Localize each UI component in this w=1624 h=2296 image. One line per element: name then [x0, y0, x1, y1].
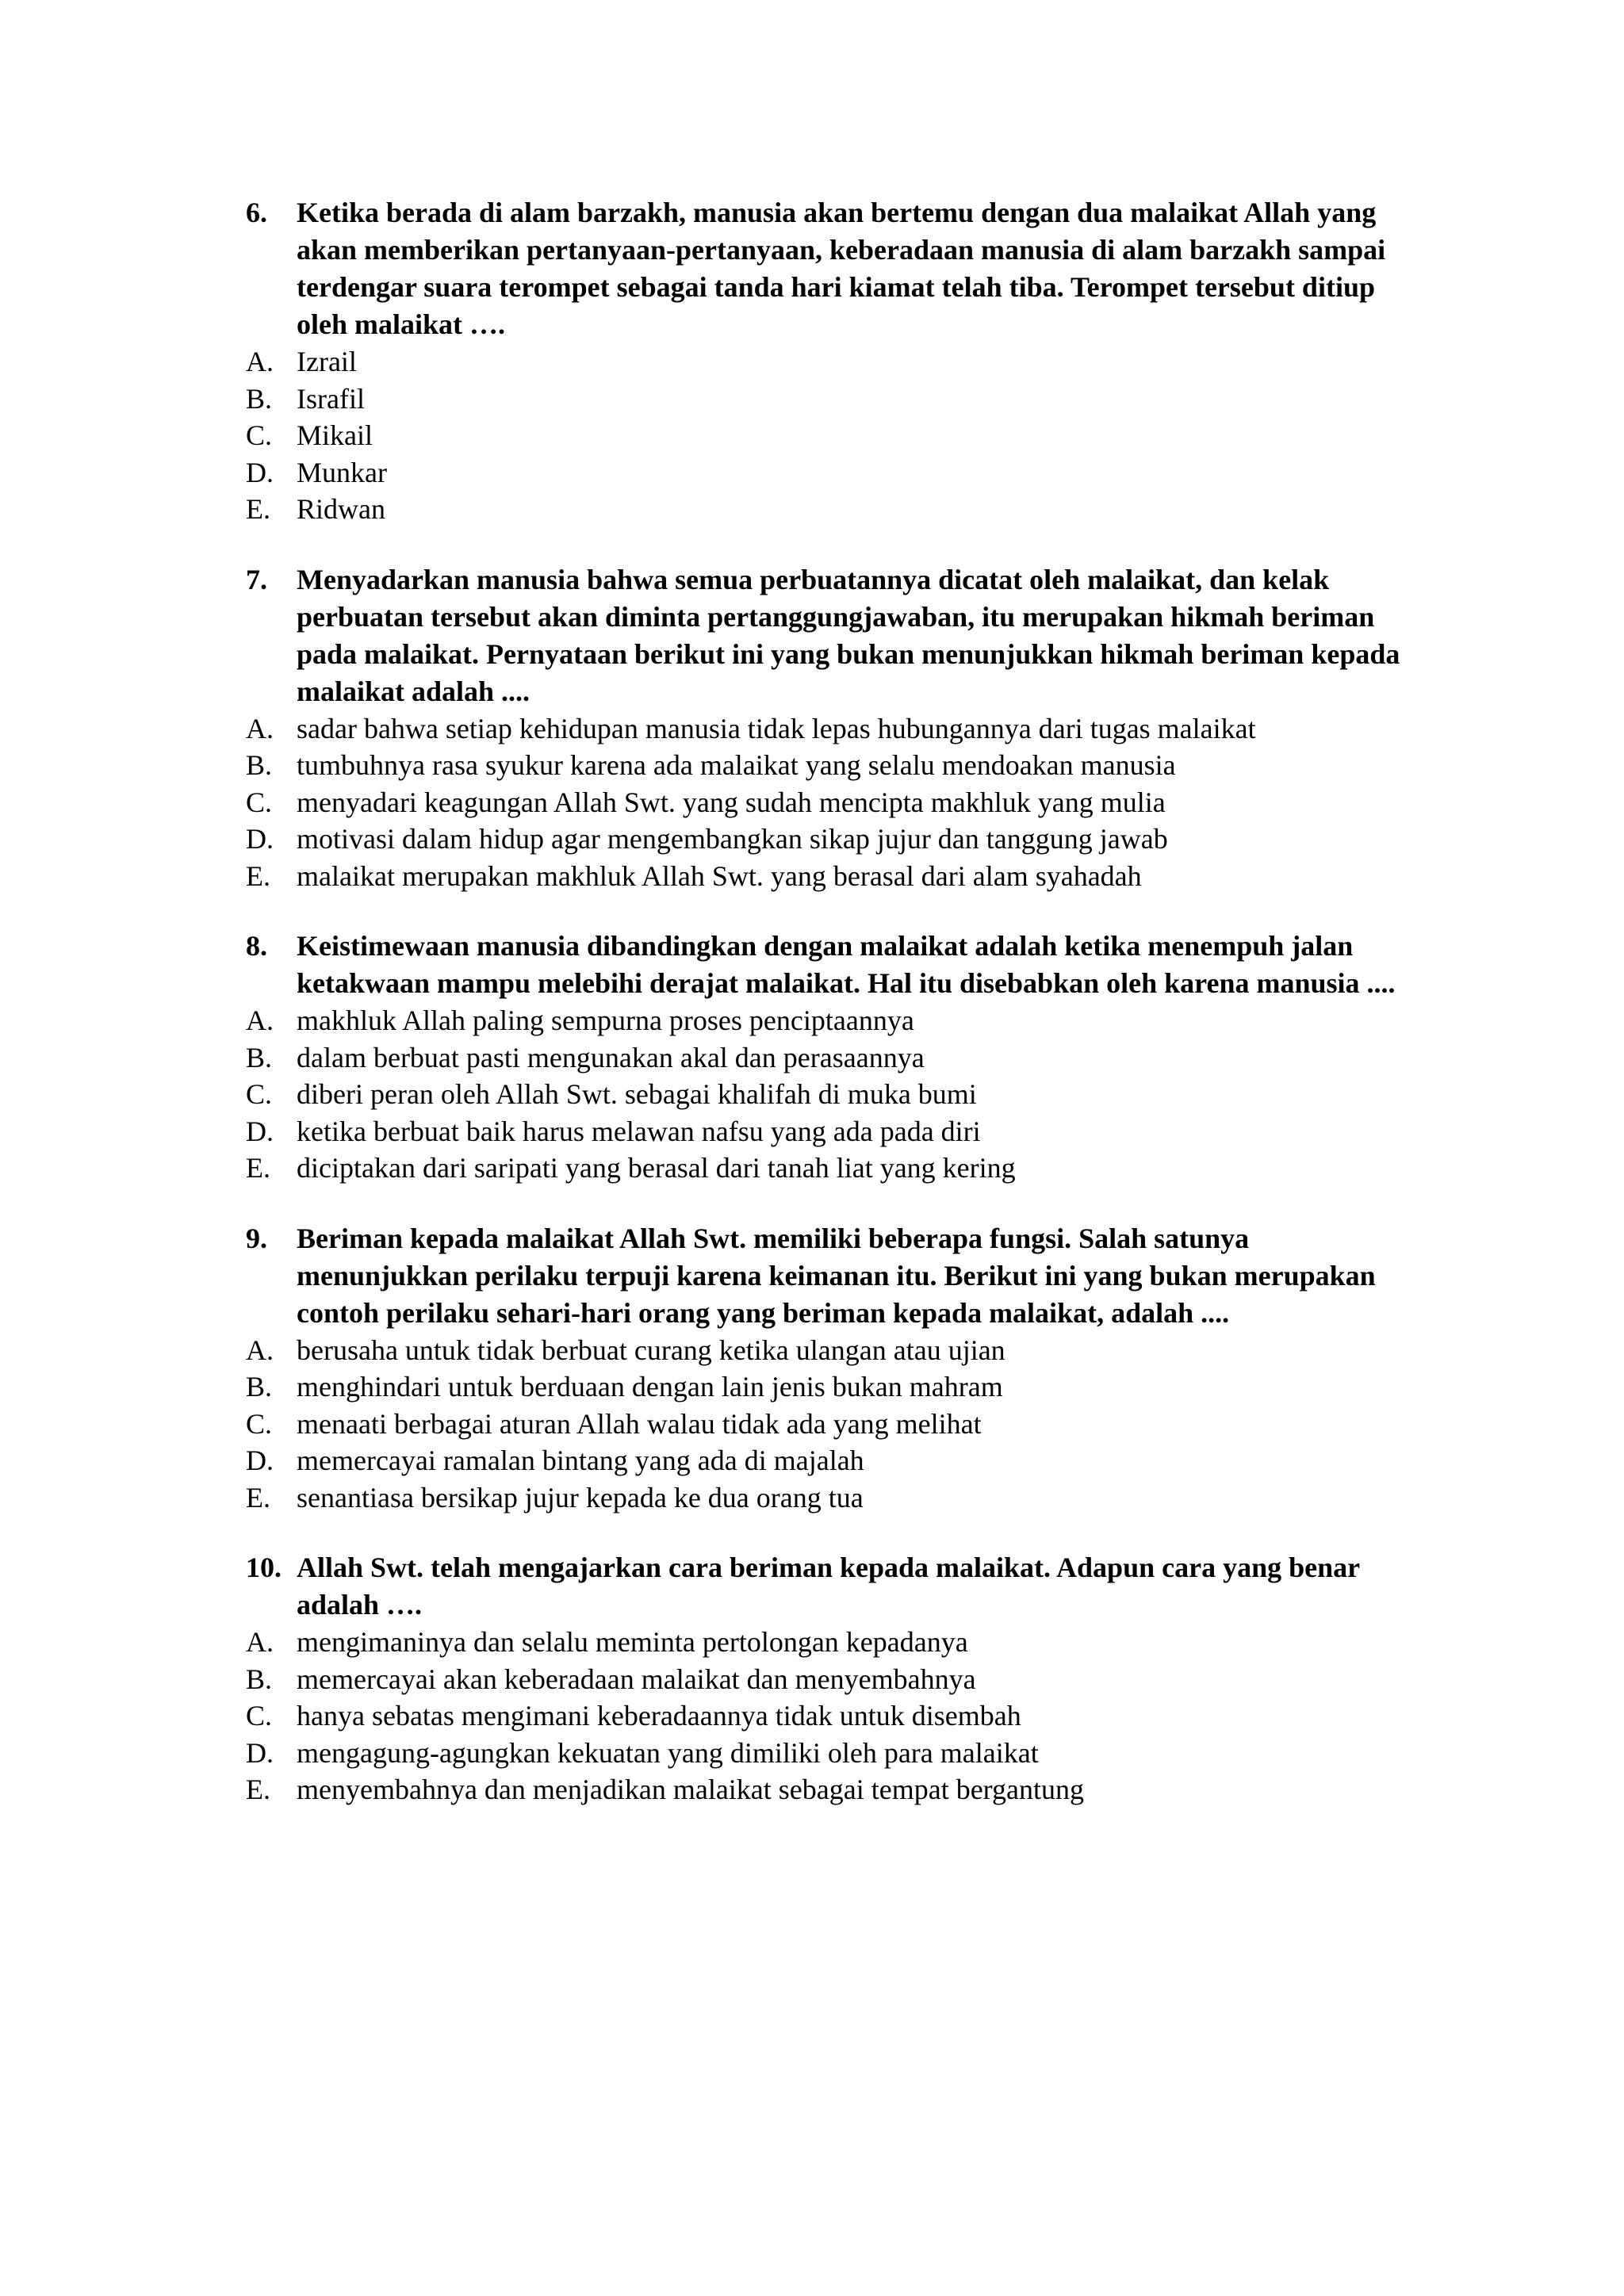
question-item — [246, 1220, 1419, 1517]
option-text: Munkar — [297, 456, 387, 488]
option-text: memercayai akan keberadaan malaikat dan menyembahnya — [297, 1663, 976, 1695]
option-text: sadar bahwa setiap kehidupan manusia tidak lepas hubungannya dari tugas malaikat — [297, 712, 1256, 744]
question-number: 8. — [246, 930, 267, 962]
answer-option — [246, 343, 1419, 381]
answer-option — [246, 1697, 1419, 1735]
answer-option — [246, 747, 1419, 784]
option-text: menghindari untuk berduaan dengan lain jenis bukan mahram — [297, 1371, 1003, 1402]
answer-option — [246, 381, 1419, 418]
question-item — [246, 1549, 1419, 1808]
question-item — [246, 194, 1419, 528]
option-text: menyadari keagungan Allah Swt. yang sudah mencipta makhluk yang mulia — [297, 786, 1166, 818]
option-text: Mikail — [297, 419, 373, 451]
question-text: Keistimewaan manusia dibandingkan dengan malaikat adalah ketika menempuh jalan ketakwaan mampu melebihi derajat malaikat. Hal itu disebabkan oleh karena manusia .... — [297, 930, 1396, 999]
answer-option — [246, 1076, 1419, 1113]
option-text: Ridwan — [297, 493, 385, 525]
option-text: Israfil — [297, 382, 365, 415]
question-stem — [246, 1549, 1419, 1624]
question-number: 10. — [246, 1552, 282, 1583]
option-text: diberi peran oleh Allah Swt. sebagai khalifah di muka bumi — [297, 1078, 977, 1110]
question-stem — [246, 194, 1419, 343]
answer-option — [246, 1368, 1419, 1406]
answer-option — [246, 491, 1419, 528]
question-stem — [246, 928, 1419, 1002]
option-text: diciptakan dari saripati yang berasal dari tanah liat yang kering — [297, 1152, 1016, 1184]
option-text: hanya sebatas mengimani keberadaannya tidak untuk disembah — [297, 1700, 1021, 1732]
option-label: A. — [246, 712, 274, 744]
answer-option — [246, 858, 1419, 895]
option-label: A. — [246, 1004, 274, 1036]
option-label: C. — [246, 1700, 273, 1732]
option-text: makhluk Allah paling sempurna proses penciptaannya — [297, 1004, 914, 1036]
answer-option — [246, 417, 1419, 454]
question-stem — [246, 1220, 1419, 1332]
option-text: berusaha untuk tidak berbuat curang ketika ulangan atau ujian — [297, 1334, 1005, 1366]
question-text: Allah Swt. telah mengajarkan cara beriman kepada malaikat. Adapun cara yang benar adalah …. — [297, 1552, 1360, 1621]
option-label: D. — [246, 1115, 274, 1147]
answer-option — [246, 1442, 1419, 1479]
question-stem — [246, 561, 1419, 710]
option-label: D. — [246, 1445, 274, 1476]
question-number: 6. — [246, 197, 267, 228]
option-label: A. — [246, 346, 274, 377]
option-text: malaikat merupakan makhluk Allah Swt. yang berasal dari alam syahadah — [297, 859, 1142, 892]
option-label: D. — [246, 823, 274, 855]
option-label: E. — [246, 493, 270, 525]
option-text: menaati berbagai aturan Allah walau tidak ada yang melihat — [297, 1407, 982, 1440]
option-text: senantiasa bersikap jujur kepada ke dua orang tua — [297, 1481, 864, 1513]
question-item — [246, 928, 1419, 1187]
option-label: A. — [246, 1626, 274, 1658]
option-label: D. — [246, 1736, 274, 1769]
answer-option — [246, 1771, 1419, 1808]
question-list — [246, 194, 1419, 1842]
answer-option — [246, 1332, 1419, 1369]
option-label: E. — [246, 1152, 270, 1184]
question-text: Beriman kepada malaikat Allah Swt. memiliki beberapa fungsi. Salah satunya menunjukkan perilaku terpuji karena keimanan itu. Berikut ini yang bukan merupakan contoh perilaku sehari-hari orang yang beriman kepada malaikat, adalah .... — [297, 1222, 1376, 1329]
option-label: C. — [246, 1407, 273, 1440]
option-text: Izrail — [297, 346, 357, 377]
option-label: B. — [246, 749, 273, 781]
answer-option — [246, 454, 1419, 492]
option-text: tumbuhnya rasa syukur karena ada malaikat yang selalu mendoakan manusia — [297, 749, 1176, 781]
option-text: ketika berbuat baik harus melawan nafsu yang ada pada diri — [297, 1115, 981, 1147]
option-label: E. — [246, 859, 270, 892]
option-label: E. — [246, 1774, 270, 1805]
option-label: B. — [246, 1041, 273, 1073]
option-text: motivasi dalam hidup agar mengembangkan sikap jujur dan tanggung jawab — [297, 823, 1168, 855]
option-label: A. — [246, 1334, 274, 1366]
answer-option — [246, 1002, 1419, 1039]
answer-option — [246, 710, 1419, 748]
option-label: B. — [246, 382, 273, 415]
option-text: dalam berbuat pasti mengunakan akal dan perasaannya — [297, 1041, 925, 1073]
option-label: B. — [246, 1663, 273, 1695]
option-label: C. — [246, 1078, 273, 1110]
option-label: C. — [246, 786, 273, 818]
option-text: mengimaninya dan selalu meminta pertolongan kepadanya — [297, 1626, 968, 1658]
question-number: 9. — [246, 1222, 267, 1254]
answer-option — [246, 821, 1419, 858]
answer-option — [246, 1735, 1419, 1772]
question-number: 7. — [246, 563, 267, 595]
option-label: C. — [246, 419, 273, 451]
answer-option — [246, 1039, 1419, 1077]
answer-option — [246, 1406, 1419, 1443]
question-item — [246, 561, 1419, 895]
option-label: E. — [246, 1481, 270, 1513]
option-text: mengagung-agungkan kekuatan yang dimiliki oleh para malaikat — [297, 1736, 1039, 1769]
question-text: Ketika berada di alam barzakh, manusia akan bertemu dengan dua malaikat Allah yang akan memberikan pertanyaan-pertanyaan, keberadaan manusia di alam barzakh sampai terdengar suara terompet sebagai tanda hari kiamat telah tiba. Terompet tersebut ditiup oleh malaikat …. — [297, 197, 1386, 340]
option-text: menyembahnya dan menjadikan malaikat sebagai tempat bergantung — [297, 1774, 1084, 1805]
answer-option — [246, 784, 1419, 821]
answer-option — [246, 1479, 1419, 1517]
question-text: Menyadarkan manusia bahwa semua perbuatannya dicatat oleh malaikat, dan kelak perbuatan tersebut akan diminta pertanggungjawaban, itu merupakan hikmah beriman pada malaikat. Pernyataan berikut ini yang bukan menunjukkan hikmah beriman kepada malaikat adalah .... — [297, 563, 1400, 707]
option-label: D. — [246, 456, 274, 488]
answer-option — [246, 1150, 1419, 1187]
answer-option — [246, 1113, 1419, 1150]
option-label: B. — [246, 1371, 273, 1402]
option-text: memercayai ramalan bintang yang ada di majalah — [297, 1445, 864, 1476]
answer-option — [246, 1661, 1419, 1698]
answer-option — [246, 1624, 1419, 1661]
